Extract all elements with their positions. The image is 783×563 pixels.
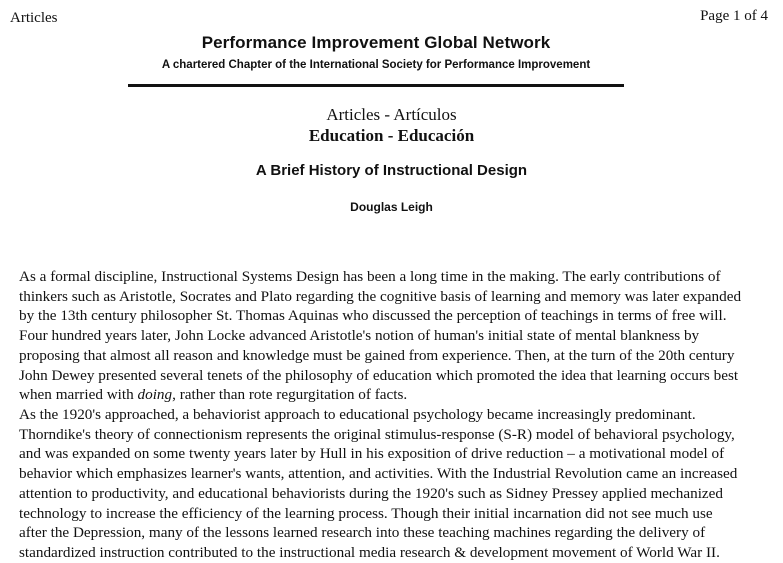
paragraph-line: standardized instruction contributed to the instructional media research & development movement of World War II. — [19, 543, 720, 561]
masthead — [128, 32, 624, 73]
masthead-divider — [128, 84, 624, 87]
paragraph-line-segment: , rather than rote regurgitation of facts. — [172, 386, 408, 404]
paragraph-1 — [19, 267, 779, 405]
paragraph-line: by the 13th century philosopher St. Thomas Aquinas who discussed the perception of teachings in terms of free will. — [19, 307, 727, 325]
article-author: Douglas Leigh — [350, 200, 433, 214]
paragraph-line — [19, 385, 779, 405]
paragraph-line: technology to increase the efficiency of the learning process. Though their initial incarnation did not see much use — [19, 504, 713, 522]
paragraph-line-segment: when married with — [19, 386, 138, 404]
subcategory-label: Education - Educación — [308, 126, 475, 145]
paragraph-line: As the 1920's approached, a behaviorist approach to educational psychology became increasingly predominant. — [19, 406, 696, 423]
emphasis-doing: doing — [137, 386, 173, 404]
masthead-title: Performance Improvement Global Network — [201, 33, 551, 52]
paragraph-line: John Dewey presented several tenets of the philosophy of education which promoted the idea that learning occurs best — [19, 366, 739, 384]
article-title: A Brief History of Instructional Design — [255, 162, 528, 179]
page-indicator: Page 1 of 4 — [700, 8, 768, 24]
paragraph-line: and was expanded on some twenty years later by Hull in his exposition of drive reduction – a motivational model of — [19, 445, 725, 463]
paragraph-2 — [19, 405, 779, 563]
paragraph-line: Thorndike's theory of connectionism represents the original stimulus-response (S-R) model of behavioral psychology, — [19, 425, 735, 443]
running-header-section: Articles — [10, 10, 58, 26]
paragraph-line: proposing that almost all reason and knowledge must be gained from experience. Then, at the turn of the 20th century — [19, 346, 735, 364]
paragraph-line: behavior which emphasizes learner's wants, attention, and activities. With the Industrial Revolution came an increased — [19, 465, 738, 483]
masthead-subtitle: A chartered Chapter of the International Society for Performance Improvement — [161, 59, 591, 71]
paragraph-line: after the Depression, many of the lessons learned research into these teaching machines regarding the delivery of — [19, 524, 706, 542]
category-label: Articles - Artículos — [326, 105, 457, 124]
paragraph-line: Four hundred years later, John Locke advanced Aristotle's notion of human's initial state of mental blankness by — [19, 327, 700, 345]
paragraph-line: As a formal discipline, Instructional Systems Design has been a long time in the making. The early contributions of — [19, 268, 721, 285]
paragraph-line: thinkers such as Aristotle, Socrates and Plato regarding the cognitive basis of learning and memory was later expanded — [19, 287, 742, 305]
paragraph-line: attention to productivity, and educational behaviorists during the 1920's such as Sidney Pressey applied mechanized — [19, 484, 724, 502]
